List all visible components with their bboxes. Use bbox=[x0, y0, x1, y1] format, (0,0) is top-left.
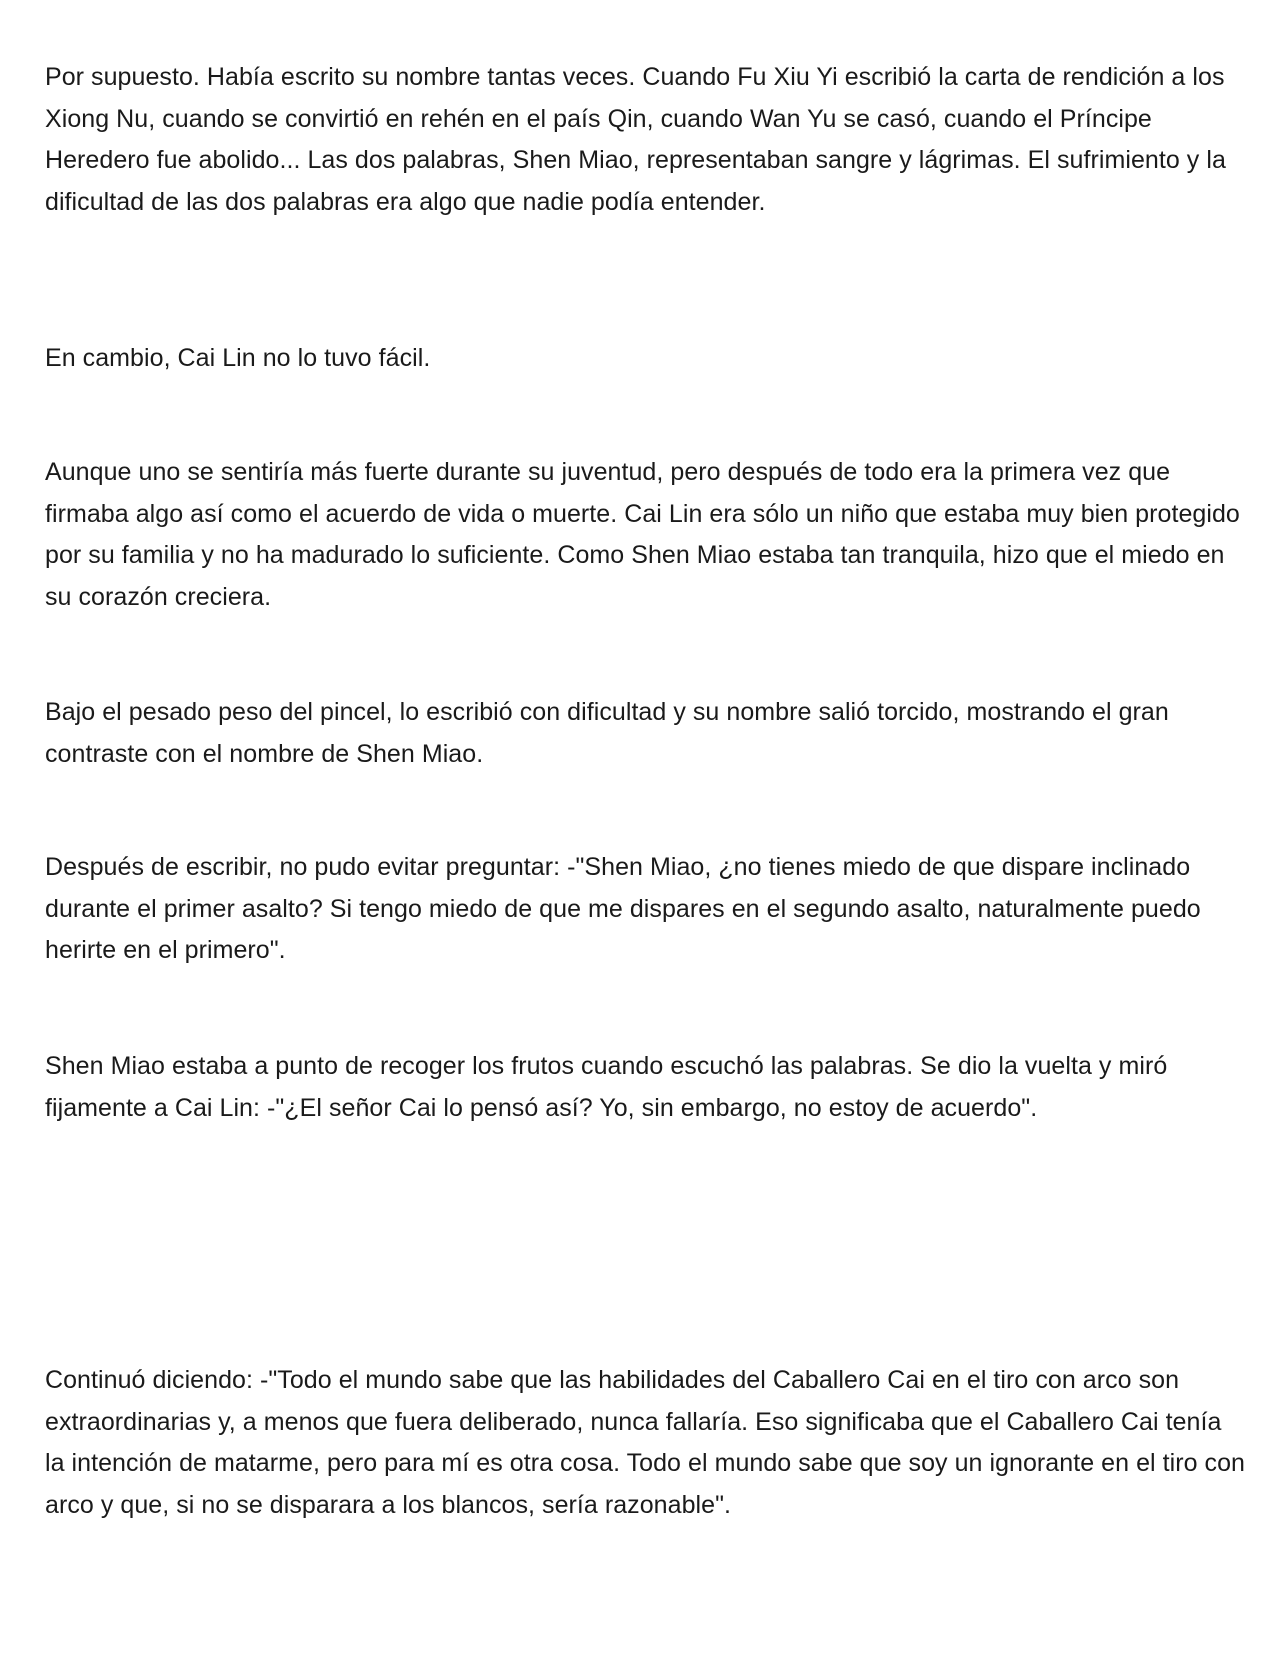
paragraph-3: Aunque uno se sentiría más fuerte durante su juventud, pero después de todo era la primera vez que firmaba algo así como el acuerdo de vida o muerte. Cai Lin era sólo un niño que estaba muy bien protegido por su familia y no ha madurado lo suficiente. Como Shen Miao estaba tan tranquila, hizo que el miedo en su corazón creciera. bbox=[45, 458, 1240, 611]
paragraph-7: Continuó diciendo: -"Todo el mundo sabe que las habilidades del Caballero Cai en el tiro con arco son extraordinarias y, a menos que fuera deliberado, nunca fallaría. Eso significaba que el Caballero Cai tenía la intención de matarme, pero para mí es otra cosa. Todo el mundo sabe que soy un ignorante en el tiro con arco y que, si no se disparara a los blancos, sería razonable". bbox=[45, 1366, 1246, 1519]
paragraph-5: Después de escribir, no pudo evitar preguntar: -"Shen Miao, ¿no tienes miedo de que dispare inclinado durante el primer asalto? Si tengo miedo de que me dispares en el segundo asalto, naturalmente puedo herirte en el primero". bbox=[45, 853, 1201, 964]
paragraph-6: Shen Miao estaba a punto de recoger los frutos cuando escuchó las palabras. Se dio la vuelta y miró fijamente a Cai Lin: -"¿El señor Cai lo pensó así? Yo, sin embargo, no estoy de acuerdo". bbox=[45, 1052, 1168, 1122]
paragraph-1: Por supuesto. Había escrito su nombre tantas veces. Cuando Fu Xiu Yi escribió la carta de rendición a los Xiong Nu, cuando se convirtió en rehén en el país Qin, cuando Wan Yu se casó, cuando el Príncipe Heredero fue abolido... Las dos palabras, Shen Miao, representaban sangre y lágrimas. El sufrimiento y la dificultad de las dos palabras era algo que nadie podía entender. bbox=[45, 63, 1226, 216]
paragraph-4: Bajo el pesado peso del pincel, lo escribió con dificultad y su nombre salió torcido, mostrando el gran contraste con el nombre de Shen Miao. bbox=[45, 698, 1169, 768]
paragraph-2: En cambio, Cai Lin no lo tuvo fácil. bbox=[45, 344, 431, 372]
